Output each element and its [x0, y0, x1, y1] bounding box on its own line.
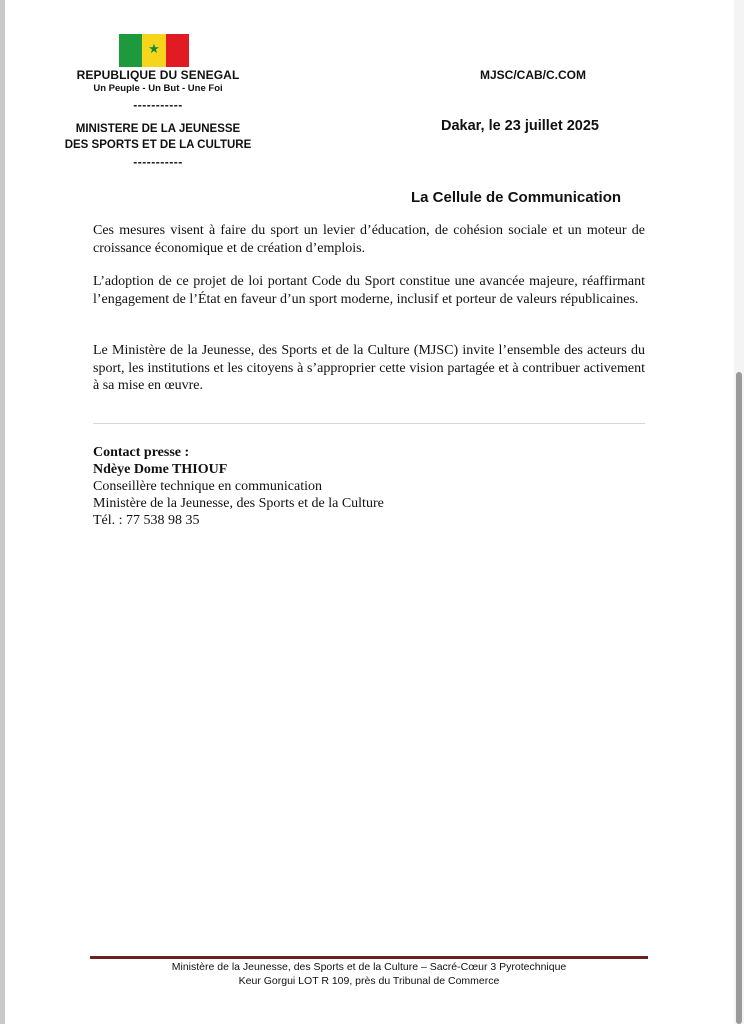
header-separator-top: ----------- [133, 98, 183, 112]
national-motto: Un Peuple - Un But - Une Foi [93, 83, 223, 94]
footer-rule [90, 956, 648, 959]
issuer-title: La Cellule de Communication [411, 189, 622, 206]
contact-name: Ndèye Dome THIOUF [93, 462, 228, 477]
body-paragraph-1: Ces mesures visent à faire du sport un levier d’éducation, de cohésion sociale et un moteur de croissance économique et de création d’emplois. [93, 223, 645, 256]
page-left-edge [0, 0, 5, 1024]
footer-line-1: Ministère de la Jeunesse, des Sports et de la Culture – Sacré-Cœur 3 Pyrotechnique [171, 961, 567, 973]
press-contact [93, 444, 384, 529]
footer-address [90, 961, 648, 988]
senegal-flag [119, 34, 189, 67]
ministry-name [40, 121, 276, 153]
country-name: REPUBLIQUE DU SENEGAL [76, 68, 240, 82]
scrollbar-track[interactable] [734, 0, 744, 1024]
footer-line-2: Keur Gorgui LOT R 109, près du Tribunal de Commerce [238, 974, 500, 987]
ministry-line-2: DES SPORTS ET DE LA CULTURE [64, 139, 252, 151]
contact-heading: Contact presse : [93, 445, 190, 460]
ministry-line-1: MINISTERE DE LA JEUNESSE [75, 123, 241, 135]
section-divider [93, 423, 645, 424]
header-separator-bottom: ----------- [133, 155, 183, 169]
scrollbar-thumb[interactable] [736, 372, 742, 1024]
dateline: Dakar, le 23 juillet 2025 [441, 118, 599, 134]
contact-phone: Tél. : 77 538 98 35 [93, 513, 200, 528]
document-reference: MJSC/CAB/C.COM [480, 68, 587, 82]
body-paragraph-2: L’adoption de ce projet de loi portant Code du Sport constitue une avancée majeure, réaffirmant l’engagement de l’État en faveur d’un sport moderne, inclusif et porteur de valeurs républicaines. [93, 274, 645, 307]
contact-role: Conseillère technique en communication [93, 479, 322, 494]
body-paragraph-3: Le Ministère de la Jeunesse, des Sports et de la Culture (MJSC) invite l’ensemble des acteurs du sport, les institutions et les citoyens à s’approprier cette vision partagée et à contribuer activement à sa mise en œuvre. [93, 343, 645, 393]
contact-organization: Ministère de la Jeunesse, des Sports et de la Culture [93, 496, 384, 511]
flag-star-icon: ★ [148, 42, 160, 57]
